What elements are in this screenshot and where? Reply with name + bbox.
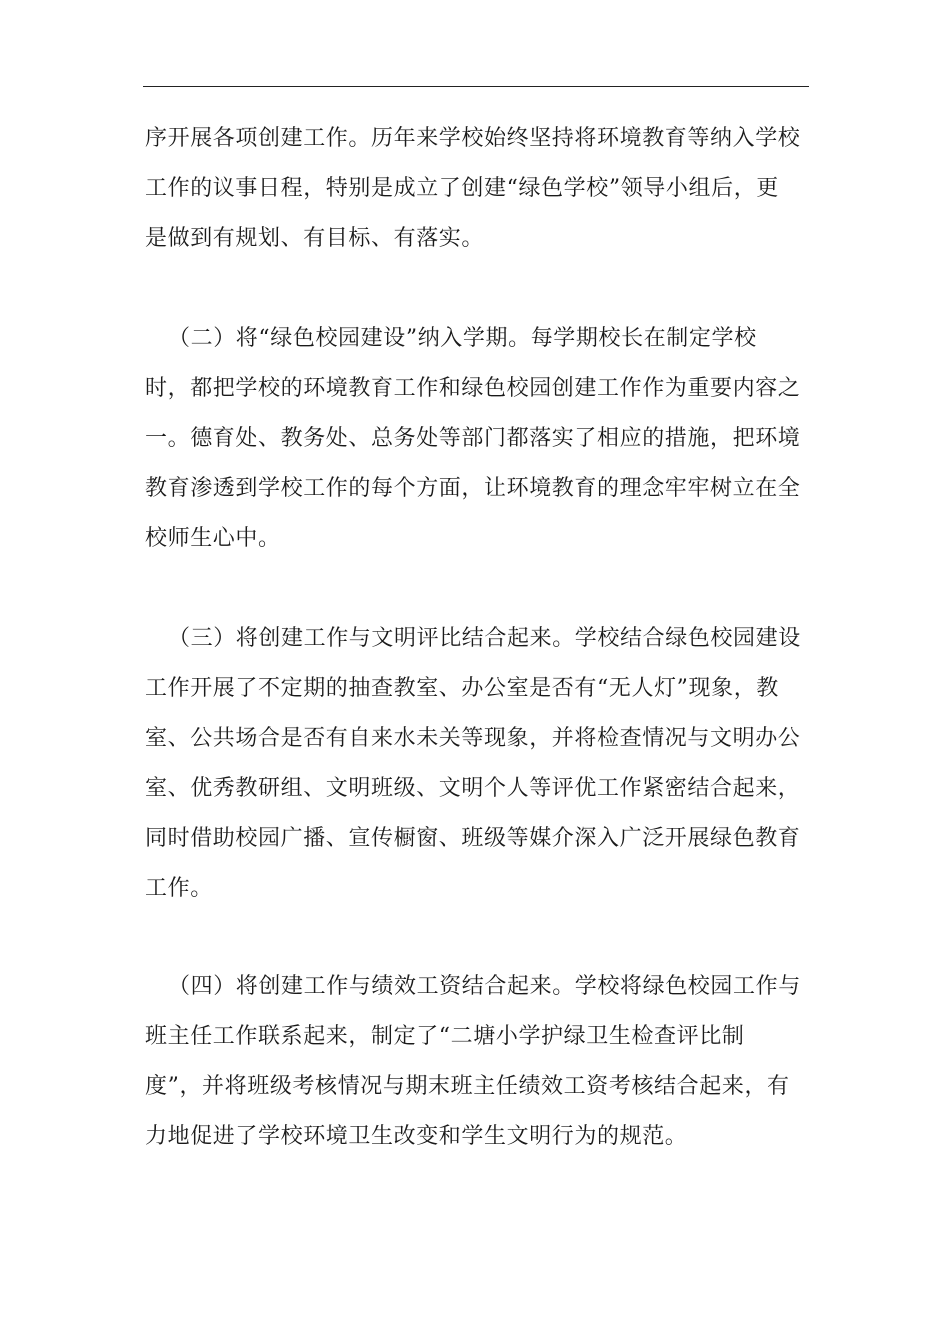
paragraph-3-line-5: 同时借助校园广播、宣传橱窗、班级等媒介深入广泛开展绿色教育 [145, 826, 801, 851]
paragraph-4-line-2: 班主任工作联系起来，制定了“二塘小学护绿卫生检查评比制 [145, 1024, 745, 1049]
paragraph-4-line-1: （四）将创建工作与绩效工资结合起来。学校将绿色校园工作与 [168, 974, 801, 999]
paragraph-1-line-1: 序开展各项创建工作。历年来学校始终坚持将环境教育等纳入学校 [145, 126, 801, 151]
paragraph-4-line-4: 力地促进了学校环境卫生改变和学生文明行为的规范。 [145, 1124, 688, 1149]
paragraph-3-line-4: 室、优秀教研组、文明班级、文明个人等评优工作紧密结合起来， [145, 776, 801, 801]
header-rule [143, 86, 809, 87]
paragraph-2-line-2: 时，都把学校的环境教育工作和绿色校园创建工作作为重要内容之 [145, 376, 801, 401]
paragraph-3-line-3: 室、公共场合是否有自来水未关等现象，并将检查情况与文明办公 [145, 726, 801, 751]
paragraph-3-line-1: （三）将创建工作与文明评比结合起来。学校结合绿色校园建设 [168, 626, 801, 651]
paragraph-2-line-4: 教育渗透到学校工作的每个方面，让环境教育的理念牢牢树立在全 [145, 476, 801, 501]
paragraph-1-line-3: 是做到有规划、有目标、有落实。 [145, 226, 485, 251]
paragraph-2-line-1: （二）将“绿色校园建设”纳入学期。每学期校长在制定学校 [168, 326, 757, 351]
paragraph-3-line-6: 工作。 [145, 876, 213, 901]
paragraph-4-line-3: 度”，并将班级考核情况与期末班主任绩效工资考核结合起来，有 [145, 1074, 790, 1099]
paragraph-3-line-2: 工作开展了不定期的抽查教室、办公室是否有“无人灯”现象，教 [145, 676, 779, 701]
paragraph-2-line-5: 校师生心中。 [145, 526, 281, 551]
paragraph-1-line-2: 工作的议事日程，特别是成立了创建“绿色学校”领导小组后，更 [145, 176, 779, 201]
paragraph-2-line-3: 一。德育处、教务处、总务处等部门都落实了相应的措施，把环境 [145, 426, 801, 451]
